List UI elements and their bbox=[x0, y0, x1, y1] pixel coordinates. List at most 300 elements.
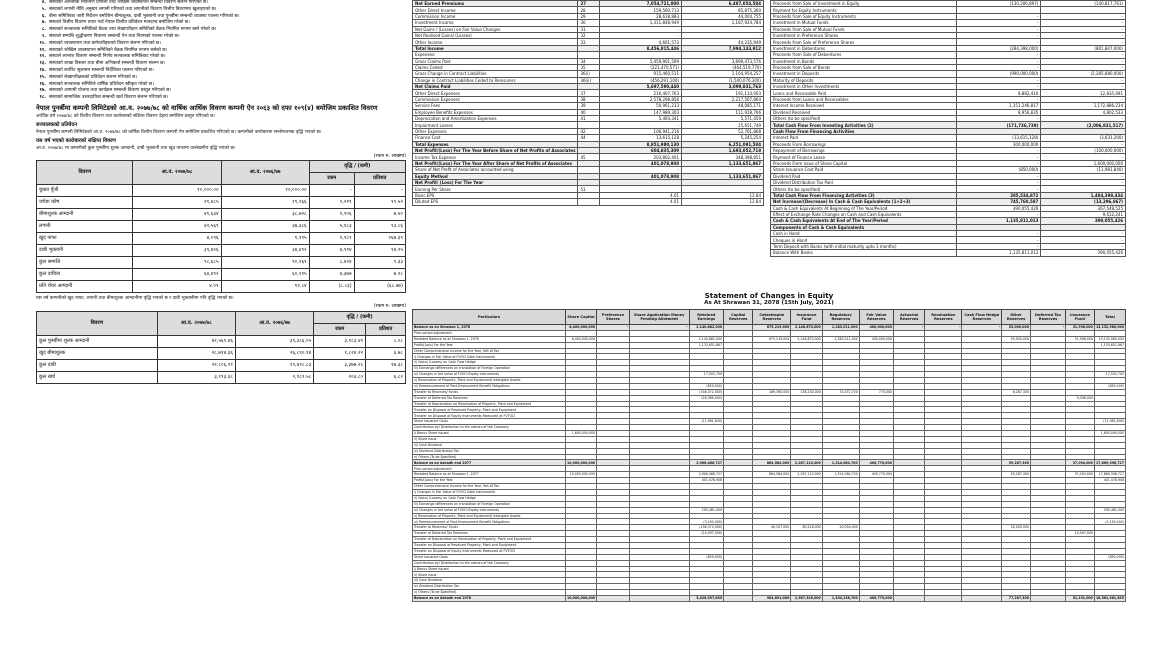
cell-value bbox=[724, 595, 753, 601]
t1-header-amount: रकम bbox=[309, 173, 354, 185]
cell-value: 36(ii) bbox=[578, 77, 600, 83]
row-label: Income Tax Expense bbox=[413, 154, 578, 160]
cell-value: 1,600,000,000 bbox=[566, 431, 597, 437]
row-label: Proceeds from Sale of Bonds bbox=[771, 64, 957, 70]
row-label: i) Bonus Share Issued bbox=[413, 566, 566, 572]
list-item bbox=[36, 75, 406, 81]
cell-value: 1,283,011,000 bbox=[822, 325, 859, 331]
cell-value: 3,099,831,763 bbox=[682, 84, 764, 90]
row-label: vi) Remeasurement of Post-Employment Benefit Obligations bbox=[413, 383, 566, 389]
cell-value: 400,770,000 bbox=[859, 472, 893, 478]
cell-value: - bbox=[309, 185, 354, 197]
row-label: Impairment Losses bbox=[413, 122, 578, 128]
cell-value: 17,502,700 bbox=[689, 372, 724, 378]
list-item-number: ४. bbox=[41, 0, 46, 5]
row-label: Transfer on Disposal of Revalued Property, Plant and Equipment bbox=[413, 542, 566, 548]
row-label: iv) Changes in fair value of FVOCI Equity Instruments bbox=[413, 372, 566, 378]
list-item bbox=[36, 0, 406, 6]
row-label: Other Income bbox=[413, 39, 578, 45]
list-item-number: १६. bbox=[39, 81, 46, 87]
row-label: दाबी भुक्तानी bbox=[37, 245, 133, 257]
row-label: Transfer to Reserves/ Funds bbox=[413, 525, 566, 531]
cell-value: 37 bbox=[578, 90, 600, 96]
cell-value: (850,000) bbox=[689, 554, 724, 560]
column-header: Other Reserves bbox=[1002, 310, 1031, 325]
cell-value: २१,४८५ bbox=[133, 197, 221, 209]
cell-value: - bbox=[956, 84, 1041, 90]
row-label: Payment of Finance Lease bbox=[771, 154, 957, 160]
row-label: Proceeds from Sale of Debentures bbox=[771, 52, 957, 58]
table-row bbox=[413, 595, 1126, 601]
row-label: Commission Expenses bbox=[413, 96, 578, 102]
row-label: कुल खर्च bbox=[37, 371, 158, 383]
cell-value: ९८,६८५ bbox=[133, 257, 221, 269]
column-header: Catastrophe Reserves bbox=[753, 310, 791, 325]
cell-value: - bbox=[1041, 243, 1126, 249]
cell-value: २६७.३९ bbox=[354, 233, 405, 245]
cell-value: 295,481,000 bbox=[689, 507, 724, 513]
cell-value: 10,000,000,000 bbox=[567, 460, 596, 465]
cell-value: (850,000) bbox=[956, 167, 1041, 173]
cell-value: ४२,५६९ bbox=[133, 221, 221, 233]
cell-value: 1,600,000,000 bbox=[1041, 160, 1126, 166]
cell-value: - bbox=[956, 147, 1041, 153]
t2-header-previous: आ.व. २०७६/७७ bbox=[235, 311, 313, 335]
cell-value: 604,835,309 bbox=[600, 147, 682, 153]
table-row bbox=[37, 245, 406, 257]
list-item bbox=[36, 20, 406, 26]
row-label: Restated Balance as at Shrawan 1, 2077 bbox=[413, 472, 566, 478]
cell-value: 904,691,000 bbox=[753, 595, 791, 601]
cell-value: 2,367,326,000 bbox=[791, 595, 823, 601]
row-label: Proceeds from Sale of Preference Shares bbox=[771, 39, 957, 45]
cell-value: - bbox=[956, 96, 1041, 102]
cell-value: - bbox=[354, 185, 405, 197]
t2-header-change: वृद्धि / (कमी) bbox=[314, 311, 406, 323]
cell-value: ४२,५६९.४६ bbox=[157, 335, 235, 347]
row-label: Net Earned Premiums bbox=[413, 1, 578, 7]
row-label: Others (to be specified) bbox=[771, 186, 957, 192]
list-item-text: संस्थाको जोखिम व्यवस्थापन समितिको बैठक नियमित रूपमा बसेको छ। bbox=[49, 47, 168, 53]
table-row bbox=[37, 281, 406, 293]
row-label: लगानी bbox=[37, 221, 133, 233]
summary-table-1 bbox=[36, 160, 406, 293]
cell-value: 37,094,000 bbox=[1066, 472, 1095, 478]
list-item bbox=[36, 82, 406, 88]
row-label: खुद नाफा bbox=[37, 233, 133, 245]
row-label: Proceeds from Loans and Receivables bbox=[771, 96, 957, 102]
cell-value: (14,097,000) bbox=[689, 531, 724, 537]
cell-value: 5,493,341 bbox=[600, 116, 682, 122]
cell-value: 5,096,000 bbox=[1066, 395, 1095, 401]
cell-value: - bbox=[956, 32, 1041, 38]
column-header: Share Capital bbox=[566, 310, 597, 325]
row-label: प्रति शेयर आम्दानी bbox=[37, 281, 133, 293]
cell-value: - bbox=[600, 32, 682, 38]
cell-value: 1,187,924,784 bbox=[682, 20, 764, 26]
row-label: Change in Contract Liabilities Ceded to Reinsurers bbox=[413, 77, 578, 83]
cell-value: ६४,४९२ bbox=[133, 269, 221, 281]
cell-value: (13,296,867) bbox=[1041, 199, 1126, 205]
cell-value: 1,133,651,867 bbox=[1094, 342, 1125, 348]
cell-value: - bbox=[1041, 58, 1126, 64]
cell-value: ४,९१४ bbox=[309, 245, 354, 257]
list-item-text: संस्थाको शाखा विस्तार तथा बीमा अभिकर्ता सम्बन्धी विवरण संलग्न छ। bbox=[49, 61, 166, 67]
cell-value: - bbox=[1041, 13, 1126, 19]
row-label: Other Expenses bbox=[413, 128, 578, 134]
column-header: Capital Reserves bbox=[724, 310, 753, 325]
cell-value: ७.५० bbox=[354, 209, 405, 221]
row-label: कुल दायित्व bbox=[37, 269, 133, 281]
cell-value: 25,651,749 bbox=[682, 122, 764, 128]
cell-value: - bbox=[1041, 141, 1126, 147]
row-label: ii) Gains/ (Losses) on Cash Flow Hedge bbox=[413, 360, 566, 366]
cell-value: ३,१८३.४१ bbox=[314, 335, 366, 347]
cell-value: - bbox=[956, 26, 1041, 32]
cell-value: 44,235,949 bbox=[682, 39, 764, 45]
cell-value: 44 bbox=[578, 135, 600, 141]
row-label: Investment in Preference Shares bbox=[771, 32, 957, 38]
row-label: Transfer of Depreciation on Revaluation of Property, Plant and Equipment bbox=[413, 401, 566, 407]
cell-value bbox=[925, 595, 962, 601]
cell-value: 13,615,128 bbox=[600, 135, 682, 141]
cell-value: 5,571,459 bbox=[682, 116, 764, 122]
row-label: Transfer on Disposal of Revalued Property, Plant and Equipment bbox=[413, 407, 566, 413]
cell-value: 44,004,755 bbox=[682, 13, 764, 19]
cell-value: (130,206,897) bbox=[956, 1, 1041, 7]
row-label: i) Bonus Share Issued bbox=[413, 431, 566, 437]
cell-value bbox=[962, 595, 1002, 601]
cell-value: (८.८३) bbox=[309, 281, 354, 293]
summary-table-2 bbox=[36, 311, 406, 384]
row-label: Effect of Exchange Rate Changes on Cash and Cash Equivalents bbox=[771, 211, 957, 217]
cell-value: 400,000,000 bbox=[859, 325, 893, 331]
cell-value: २६,८९०.१४ bbox=[235, 347, 313, 359]
row-label: Finance Cost bbox=[413, 135, 578, 141]
cell-value: 400,770,000 bbox=[859, 460, 893, 466]
cell-value: 34 bbox=[578, 58, 600, 64]
cell-value: 1,314,084,700 bbox=[822, 460, 859, 466]
row-label: Other Direct Income bbox=[413, 7, 578, 13]
row-label: iv) Dividend Distribution Tax bbox=[413, 584, 566, 590]
row-label: iii) Exchange differences on translation of Foreign Operation bbox=[413, 366, 566, 372]
row-label: Cash & Cash Equivalents At Beginning of The Year/Period bbox=[771, 205, 957, 211]
cell-value: (11,981,840) bbox=[1041, 167, 1126, 173]
cell-value: ४,०९६ bbox=[133, 233, 221, 245]
list-item-text: संस्थाको लेखापरीक्षकको प्रतिवेदन संलग्न गरिएको छ। bbox=[49, 74, 138, 80]
cell-value: २०३.८० bbox=[314, 371, 366, 383]
cell-value: 400,770,000 bbox=[859, 595, 893, 601]
cell-value: - bbox=[1041, 26, 1126, 32]
row-label: Investment in Mutual Funds bbox=[771, 20, 957, 26]
row-label: Proceeds From Issue of Share Capital bbox=[771, 160, 957, 166]
row-label: Net Increase/(Decrease) In Cash & Cash Equivalents (1+2+3) bbox=[771, 199, 957, 205]
cell-value: 38 bbox=[578, 96, 600, 102]
cell-value: - bbox=[956, 52, 1041, 58]
table-row bbox=[37, 185, 406, 197]
cell-value: 6,287,300 bbox=[1002, 389, 1031, 395]
row-label: Net Profit/(Loss) For The Year Before Share of Net Profits of Associates bbox=[413, 147, 578, 153]
cell-value: - bbox=[1030, 325, 1065, 331]
row-label: Equity Method bbox=[413, 173, 578, 179]
cell-value: 2,906,466,727 bbox=[689, 472, 724, 478]
table-row bbox=[37, 371, 406, 383]
cell-value: ९०,२६१ bbox=[221, 257, 309, 269]
row-label: Profit/(Loss) For the Year bbox=[413, 478, 566, 484]
list-item-number: ७. bbox=[41, 20, 46, 26]
cell-value: 147,989,303 bbox=[600, 109, 682, 115]
row-label: Net Claims Paid bbox=[413, 84, 578, 90]
row-label: Dividend Distribution Tax Paid bbox=[771, 179, 957, 185]
row-label: Components of Cash & Cash Equivalents bbox=[771, 224, 957, 230]
cell-value: 390,055,426 bbox=[1041, 218, 1126, 224]
row-label: iii) Cash Dividend bbox=[413, 442, 566, 448]
cell-value: ६.७८ bbox=[366, 347, 406, 359]
cell-value: १९,४२८.८३ bbox=[235, 359, 313, 371]
list-item-text: संस्थाको सामाजिक उत्तरदायित्व सम्बन्धी खर्च विवरण संलग्न गरिएको छ। bbox=[49, 95, 169, 101]
column-header: Retained Earnings bbox=[689, 310, 724, 325]
report-paragraph: नेपाल पुनर्बीमा कम्पनी लिमिटेडको आ.व. २०७७/७८ को वार्षिक वित्तीय विवरण कम्पनी ऐन बमोजिम प्रकाशित गरिएको छ। कम्पनीको कारोबारमा सन्तोषजनक वृद्धि भएको छ। bbox=[36, 129, 322, 135]
cell-value: 300,000,000 bbox=[956, 141, 1041, 147]
cell-value: 33 bbox=[578, 39, 600, 45]
cell-value: २,९८९.५८ bbox=[235, 371, 313, 383]
cell-value: (221,470,571) bbox=[600, 64, 682, 70]
cell-value: - bbox=[956, 58, 1041, 64]
cell-value: (801,847,000) bbox=[1041, 45, 1126, 51]
list-item bbox=[36, 34, 406, 40]
row-label: Loans and Receivable Paid bbox=[771, 90, 957, 96]
income-statement-table bbox=[412, 0, 764, 206]
cell-value: 39 bbox=[578, 103, 600, 109]
row-label: चुक्ता पूँजी bbox=[37, 185, 133, 197]
table-row bbox=[37, 257, 406, 269]
cell-value: 138,240,000 bbox=[791, 389, 823, 395]
cell-value: १७.३८ bbox=[366, 359, 406, 371]
cell-value: - bbox=[1041, 179, 1126, 185]
cell-value: - bbox=[566, 330, 597, 336]
cell-value: 203,802,401 bbox=[600, 154, 682, 160]
cell-value: (3,631,200) bbox=[1041, 135, 1126, 141]
cell-value: - bbox=[682, 32, 764, 38]
cell-value: 401,078,908 bbox=[1094, 478, 1125, 484]
list-item-text: संस्थाको लगानी नीति अनुसार लगानी गरिएको तथा लगानीको विवरण वित्तीय विवरणमा खुलाइएको छ। bbox=[49, 6, 217, 12]
row-label: Cash & Cash Equivalents At End of The Year/Period bbox=[771, 218, 957, 224]
cell-value: 48,085,171 bbox=[682, 103, 764, 109]
t1-header-particulars: विवरण bbox=[37, 161, 133, 185]
table-row bbox=[37, 335, 406, 347]
cell-value: - bbox=[956, 116, 1041, 122]
list-item-text: संस्थाको आगामी योजना तथा कार्यक्रम सम्बन्धी विवरण प्रस्तुत गरिएको छ। bbox=[49, 88, 172, 94]
cell-value: - bbox=[956, 231, 1041, 237]
cell-value: - bbox=[1041, 77, 1126, 83]
cell-value: - bbox=[1041, 39, 1126, 45]
cash-flow-statement bbox=[770, 0, 1126, 290]
section-heading: नेपाल पुनर्बीमा कम्पनी लिमिटेडको आ.व. २०७७/७८ को वार्षिक आर्थिक विवरण कम्पनी ऐन २०६३ को दफा १०९(४) बमोजिम प्रकाशित विवरण bbox=[36, 103, 378, 112]
cell-value: १,८२४.२२ bbox=[314, 347, 366, 359]
cell-value: 12,835,691 bbox=[1041, 90, 1126, 96]
cell-value: 8,851,980,130 bbox=[600, 141, 682, 147]
cell-value: 4,661,573 bbox=[600, 39, 682, 45]
row-label: Commission Income bbox=[413, 13, 578, 19]
row-label: Net Profit/(Loss) For The Year After Share of Net Profits of Associates bbox=[413, 160, 578, 166]
cell-value: 13,132,980,000 bbox=[1094, 336, 1125, 342]
cell-value: ४,३७७ bbox=[309, 269, 354, 281]
row-label: Share Issuance Costs bbox=[413, 554, 566, 560]
column-header: Regulatory Reserves bbox=[822, 310, 859, 325]
cell-value: १४.२५ bbox=[354, 245, 405, 257]
cell-value: 1,311,848,949 bbox=[600, 20, 682, 26]
row-label: Balance as on Shrawan 1, 2076 bbox=[413, 325, 566, 331]
cell-value: - bbox=[893, 325, 924, 331]
cell-value: ४१,६३४ bbox=[133, 209, 221, 221]
row-label: कुल पुनर्बीमा शुल्क आम्दानी bbox=[37, 335, 158, 347]
cell-value: - bbox=[1041, 237, 1126, 243]
cell-value bbox=[893, 595, 924, 601]
cell-value: - bbox=[682, 167, 764, 173]
row-label: बीमाशुल्क आम्दानी bbox=[37, 209, 133, 221]
cell-value: (850,000) bbox=[1094, 383, 1125, 389]
cell-value: २,९८१ bbox=[309, 233, 354, 245]
row-label: Term Deposit with Banks (with initial maturity upto 3 months) bbox=[771, 243, 957, 249]
cell-value: - bbox=[956, 39, 1041, 45]
cash-flow-table bbox=[770, 0, 1126, 257]
cell-value: 5,245,254 bbox=[682, 135, 764, 141]
cell-value: 390,055,426 bbox=[1041, 250, 1126, 256]
cell-value: - bbox=[956, 237, 1041, 243]
column-header: Fair Value Reserves bbox=[859, 310, 893, 325]
cell-value: १,११५ bbox=[221, 233, 309, 245]
cell-value: 915,460,511 bbox=[600, 71, 682, 77]
row-label: Interest Income Received bbox=[771, 103, 957, 109]
cell-value: 1,135,811,013 bbox=[956, 218, 1041, 224]
cell-value: 2,140,882,000 bbox=[689, 336, 724, 342]
cell-value: (3,150,000) bbox=[1094, 519, 1125, 525]
cell-value: (26,366,000) bbox=[689, 395, 724, 401]
t2-header-particulars: विवरण bbox=[37, 311, 158, 335]
cell-value: ३९,३८६.०५ bbox=[235, 335, 313, 347]
cell-value: 59,287,300 bbox=[1002, 472, 1031, 478]
cell-value: 159,560,713 bbox=[600, 7, 682, 13]
cell-value: १२.८४ bbox=[221, 281, 309, 293]
row-label: v) Revaluation of Property, Plant and Equipment/ Intangible Assets bbox=[413, 513, 566, 519]
cell-value: 2,140,882,000 bbox=[689, 325, 724, 331]
cell-value: (2,006,831,517) bbox=[1041, 122, 1126, 128]
cell-value: 36(i) bbox=[578, 71, 600, 77]
cell-value bbox=[629, 595, 689, 601]
cell-value: - bbox=[956, 64, 1041, 70]
cell-value: - bbox=[1041, 154, 1126, 160]
cell-value: (346,372,000) bbox=[689, 389, 724, 395]
row-label: Gross Change in Contract Liabilities bbox=[413, 71, 578, 77]
cell-value: 3,426,557,635 bbox=[689, 595, 724, 601]
column-header: Preference Shares bbox=[597, 310, 630, 325]
row-label: Basic EPS bbox=[413, 192, 578, 198]
cell-value: २८,७१४.३६ bbox=[157, 347, 235, 359]
cell-value: 37,094,000 bbox=[1066, 460, 1095, 466]
list-item-number: ६. bbox=[41, 13, 46, 19]
cell-value: - bbox=[1041, 116, 1126, 122]
table-row bbox=[37, 233, 406, 245]
cell-value: - bbox=[600, 26, 682, 32]
cell-value: 18,561,961,635 bbox=[1095, 596, 1124, 601]
row-label: Net Profit/ (Loss) For The Year bbox=[413, 179, 578, 185]
cell-value: - bbox=[1041, 52, 1126, 58]
table-row bbox=[37, 347, 406, 359]
cell-value: 80,216,000 bbox=[791, 525, 823, 531]
cell-value: 45 bbox=[578, 154, 600, 160]
row-label: Repayment of Borrowings bbox=[771, 147, 957, 153]
list-item-number: १७. bbox=[39, 88, 46, 94]
row-label: Depreciation and Amortization Expenses bbox=[413, 116, 578, 122]
list-item-text: संस्थाको कर्पोरेट सुशासन सम्बन्धी निर्देशिका पालना गरिएको छ। bbox=[49, 67, 154, 73]
cell-value: 5,697,590,440 bbox=[600, 84, 682, 90]
row-label: Earning Per Share bbox=[413, 186, 578, 192]
cell-value: ३९,४०६ bbox=[133, 245, 221, 257]
unit-label-2: (रकम रु. लाखमा) bbox=[373, 304, 406, 310]
list-item-text: संस्थाको आन्तरिक नियन्त्रण प्रणाली तथा जोखिम व्यवस्थापन सम्बन्धी विवरण संलग्न गरिएको छ। bbox=[49, 0, 208, 5]
analysis-paragraph: यस वर्ष कम्पनीको खुद नाफा, लगानी तथा बीमाशुल्क आम्दानीमा वृद्धि भएको छ र दाबी भुक्तानीमा पनि वृद्धि भएको छ। bbox=[36, 296, 234, 302]
cell-value: (140,817,761) bbox=[1041, 1, 1126, 7]
row-label: Balance as on Ashadh end 2078 bbox=[413, 595, 566, 601]
cell-value: 401,078,908 bbox=[689, 478, 724, 484]
cell-value: 59,287,300 bbox=[1002, 460, 1031, 466]
cell-value: 295,481,000 bbox=[1094, 507, 1125, 513]
cell-value: - bbox=[956, 13, 1041, 19]
row-label: Transfer on Disposal of Equity Instruments Measured at FVTOCI bbox=[413, 548, 566, 554]
t1-header-percent: प्रतिशत bbox=[354, 173, 405, 185]
equity-statement bbox=[412, 292, 1126, 665]
row-label: Investment in Other Investments bbox=[771, 84, 957, 90]
list-item-number: १८. bbox=[39, 95, 46, 101]
row-label: Proceeds from Sale of Mutual Funds bbox=[771, 26, 957, 32]
cell-value: 2,287,110,000 bbox=[791, 460, 823, 466]
row-label: iii) Cash Dividend bbox=[413, 578, 566, 584]
cell-value: (2,285,880,000) bbox=[1041, 71, 1126, 77]
row-label: Total Income bbox=[413, 45, 578, 51]
cell-value: 106,941,216 bbox=[600, 128, 682, 134]
cell-value: ५,१८३ bbox=[309, 221, 354, 233]
row-label: Net Realised Gains/ (Losses) bbox=[413, 32, 578, 38]
cell-value: (11,981,840) bbox=[1094, 419, 1125, 425]
cell-value: 1,133,651,867 bbox=[689, 342, 724, 348]
list-item-text: संस्थाको व्यवस्थापन तथा कर्मचारीहरूको विवरण संलग्न गरिएको छ। bbox=[49, 40, 161, 46]
cell-value: 17,502,700 bbox=[1094, 372, 1125, 378]
row-label: Total Cash Flow From Investing Activities (2) bbox=[771, 122, 957, 128]
cell-value: 18,000,000 bbox=[1002, 525, 1031, 531]
row-label: Balance With Banks bbox=[771, 250, 957, 256]
cell-value: 7,054,721,000 bbox=[600, 1, 682, 7]
cell-value: 1,693,052,718 bbox=[682, 147, 764, 153]
cell-value: 40 bbox=[578, 109, 600, 115]
cell-value: 31 bbox=[578, 26, 600, 32]
row-label: Share of Net Profit of Associates accounted using bbox=[413, 167, 578, 173]
row-label: Prior period adjustment bbox=[413, 330, 566, 336]
income-statement bbox=[412, 0, 764, 290]
cell-value: - bbox=[956, 243, 1041, 249]
cell-value: 77,287,300 bbox=[1002, 595, 1031, 601]
row-label: ii) Share Issue bbox=[413, 436, 566, 442]
cell-value: - bbox=[1041, 20, 1126, 26]
cell-value: - bbox=[1041, 32, 1126, 38]
cell-value: ३,३७७.२८ bbox=[314, 359, 366, 371]
cell-value: ६.८२ bbox=[366, 371, 406, 383]
list-item bbox=[36, 68, 406, 74]
row-label: Service Fees bbox=[413, 103, 578, 109]
list-item bbox=[36, 14, 406, 20]
cell-value: (1,500,076,300) bbox=[682, 77, 764, 83]
cell-value: 1,484,398,434 bbox=[1041, 192, 1126, 198]
cell-value: - bbox=[682, 26, 764, 32]
